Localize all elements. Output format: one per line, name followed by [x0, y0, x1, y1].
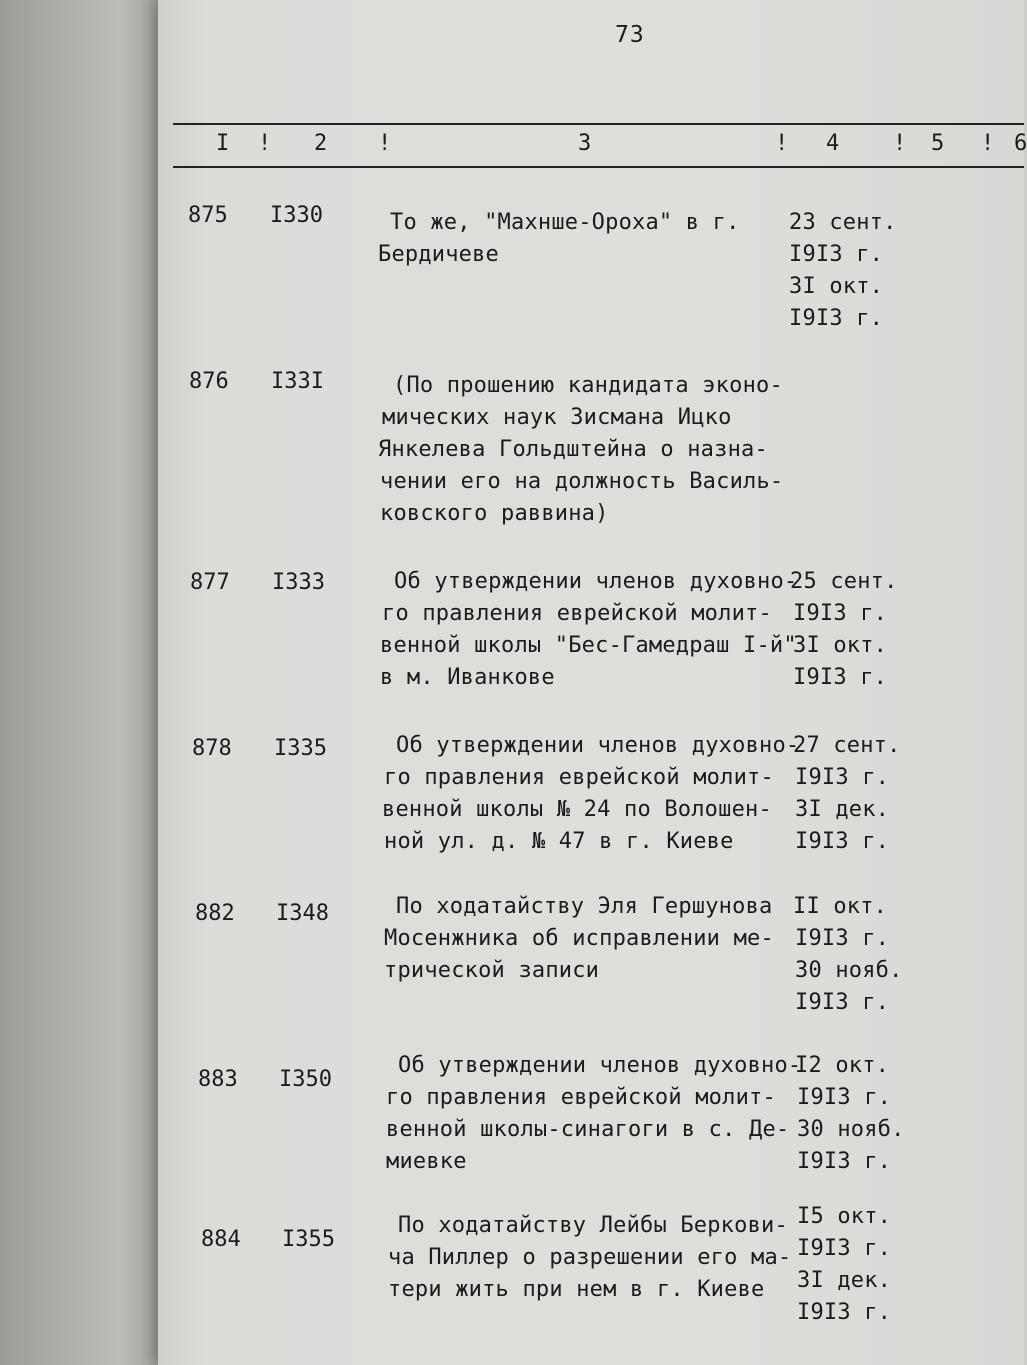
entry-date-line: 30 нояб. — [795, 958, 903, 983]
entry-date-line: I9I3 г. — [797, 1300, 892, 1325]
entry-date-line: 3I дек. — [797, 1268, 892, 1293]
previous-page-edge — [0, 0, 158, 1365]
entry-date-line: I9I3 г. — [789, 242, 884, 267]
column-separator: ! — [981, 131, 995, 156]
file-number: I335 — [274, 736, 327, 761]
entry-number: 878 — [192, 736, 232, 761]
entry-date-line: I9I3 г. — [795, 926, 890, 951]
entry-description-line: Янкелева Гольдштейна о назна- — [378, 437, 768, 462]
column-header-4: 4 — [826, 131, 840, 156]
entry-date-line: 23 сент. — [789, 210, 897, 235]
header-top-rule — [173, 123, 1024, 125]
entry-date-line: 27 сент. — [793, 733, 901, 758]
entry-description-line: Об утверждении членов духовно- — [396, 733, 800, 758]
column-separator: ! — [378, 131, 392, 156]
entry-date-line: I9I3 г. — [797, 1236, 892, 1261]
entry-number: 883 — [198, 1067, 238, 1092]
entry-description-line: Об утверждении членов духовно- — [398, 1053, 802, 1078]
file-number: I333 — [272, 570, 325, 595]
entry-date-line: 30 нояб. — [797, 1117, 905, 1142]
entry-date-line: I9I3 г. — [793, 601, 888, 626]
entry-description-line: венной школы-синагоги в с. Де- — [386, 1117, 790, 1142]
entry-description-line: венной школы "Бес-Гамедраш I-й" — [380, 633, 797, 658]
header-bottom-rule — [173, 166, 1024, 168]
entry-description-line: чении его на должность Василь- — [380, 469, 784, 494]
column-separator: ! — [893, 131, 907, 156]
entry-description-line: Мосенжника об исправлении ме- — [384, 926, 774, 951]
entry-description-line: го правления еврейской молит- — [382, 601, 772, 626]
file-number: I348 — [276, 901, 329, 926]
entry-description-line: трической записи — [384, 958, 600, 983]
entry-number: 877 — [190, 570, 230, 595]
entry-description-line: То же, "Махнше-Ороха" в г. — [390, 210, 740, 235]
entry-date-line: 3I окт. — [793, 633, 888, 658]
file-number: I33I — [271, 369, 324, 394]
entry-description-line: По ходатайству Эля Гершунова — [396, 894, 773, 919]
file-number: I330 — [270, 203, 323, 228]
entry-date-line: 3I окт. — [789, 274, 884, 299]
entry-description-line: (По прошению кандидата эконо- — [393, 373, 783, 398]
entry-description-line: миевке — [386, 1149, 467, 1174]
page-number: 73 — [615, 22, 645, 48]
entry-date-line: I9I3 г. — [797, 1085, 892, 1110]
entry-description-line: Об утверждении членов духовно- — [394, 569, 798, 594]
entry-date-line: 25 сент. — [790, 569, 898, 594]
entry-number: 882 — [195, 901, 235, 926]
entry-description-line: Бердичеве — [378, 242, 500, 267]
entry-number: 875 — [188, 203, 228, 228]
entry-description-line: ча Пиллер о разрешении его ма- — [388, 1245, 792, 1270]
entry-description-line: го правления еврейской молит- — [386, 1085, 776, 1110]
entry-date-line: I9I3 г. — [793, 665, 888, 690]
entry-date-line: 3I дек. — [795, 797, 890, 822]
entry-date-line: I9I3 г. — [795, 829, 890, 854]
column-header-1: I — [216, 131, 230, 156]
column-separator: ! — [258, 131, 272, 156]
file-number: I355 — [282, 1227, 335, 1252]
entry-date-line: II окт. — [793, 894, 888, 919]
column-separator: ! — [775, 131, 789, 156]
column-header-3: 3 — [578, 131, 592, 156]
entry-description-line: в м. Иванкове — [380, 665, 555, 690]
entry-date-line: I5 окт. — [797, 1204, 892, 1229]
entry-description-line: ковского раввина) — [380, 501, 609, 526]
column-header-2: 2 — [314, 131, 328, 156]
entry-date-line: I9I3 г. — [789, 306, 884, 331]
entry-date-line: I2 окт. — [795, 1053, 890, 1078]
entry-description-line: мических наук Зисмана Ицко — [382, 405, 732, 430]
column-header-6: 6 — [1014, 131, 1027, 156]
entry-description-line: ной ул. д. № 47 в г. Киеве — [384, 829, 734, 854]
entry-description-line: го правления еврейской молит- — [384, 765, 774, 790]
entry-description-line: По ходатайству Лейбы Беркови- — [398, 1213, 788, 1238]
column-header-5: 5 — [931, 131, 945, 156]
entry-number: 876 — [189, 369, 229, 394]
entry-number: 884 — [201, 1227, 241, 1252]
entry-date-line: I9I3 г. — [797, 1149, 892, 1174]
entry-date-line: I9I3 г. — [795, 765, 890, 790]
entry-description-line: венной школы № 24 по Волошен- — [382, 797, 772, 822]
entry-date-line: I9I3 г. — [795, 990, 890, 1015]
file-number: I350 — [279, 1067, 332, 1092]
entry-description-line: тери жить при нем в г. Киеве — [388, 1277, 765, 1302]
